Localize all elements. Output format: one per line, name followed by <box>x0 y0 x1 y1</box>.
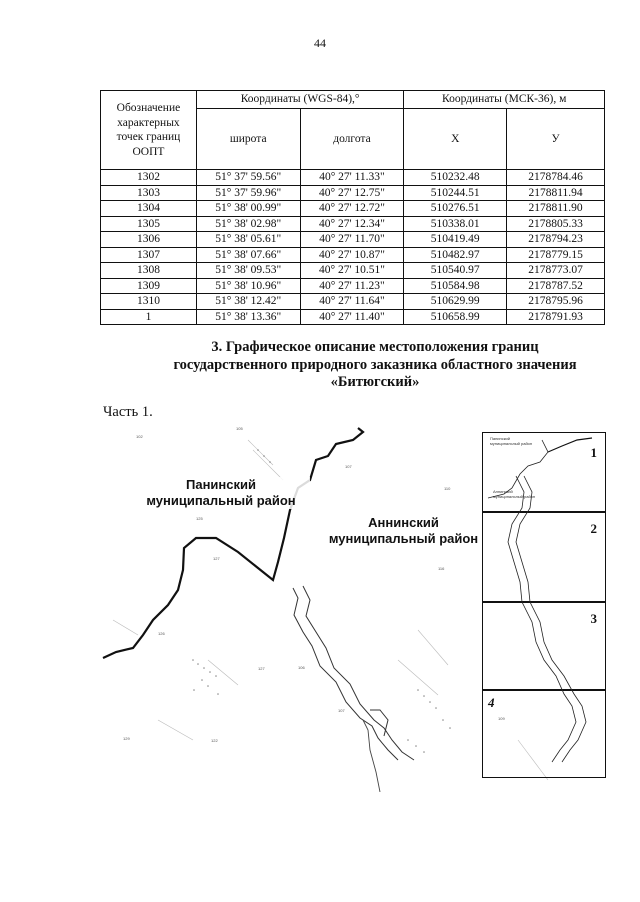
location-map <box>98 420 610 792</box>
table-cell: 2178779.15 <box>507 247 605 263</box>
inset-district-label-top: Панинский муниципальный район <box>490 436 533 446</box>
table-row <box>101 309 605 325</box>
table-cell: 40° 27' 12.72" <box>300 201 404 217</box>
section-title <box>160 339 590 392</box>
table-cell: 1 <box>101 309 197 325</box>
table-row <box>101 278 605 294</box>
inset-cell-number: 2 <box>590 521 597 536</box>
part-label: Часть 1. <box>103 404 153 420</box>
table-cell: 40° 27' 11.70" <box>300 232 404 248</box>
header-wgs84: Координаты (WGS-84),° <box>196 91 403 109</box>
table-cell: 1302 <box>101 170 197 186</box>
table-cell: 510658.99 <box>404 309 507 325</box>
svg-text:116: 116 <box>438 566 445 571</box>
table-cell: 51° 37' 59.96" <box>196 185 300 201</box>
svg-text:127: 127 <box>213 556 220 561</box>
section-title-line-3: «Битюгский» <box>330 374 420 390</box>
svg-text:106: 106 <box>298 665 305 670</box>
table-cell: 51° 38' 02.98" <box>196 216 300 232</box>
svg-text:125: 125 <box>196 516 203 521</box>
table-row <box>101 232 605 248</box>
header-longitude: долгота <box>300 109 404 170</box>
table-cell: 51° 38' 09.53" <box>196 263 300 279</box>
table-row <box>101 170 605 186</box>
reserve-river-outline <box>293 586 414 760</box>
table-cell: 40° 27' 12.75" <box>300 185 404 201</box>
header-msk36: Координаты (МСК-36), м <box>404 91 605 109</box>
header-latitude: широта <box>196 109 300 170</box>
table-row <box>101 185 605 201</box>
table-cell: 40° 27' 11.23" <box>300 278 404 294</box>
svg-text:105: 105 <box>236 426 243 431</box>
header-point-designation: Обозначение характерных точек границ ООПТ <box>101 91 197 170</box>
river-channel <box>363 720 380 792</box>
table-row <box>101 263 605 279</box>
table-row <box>101 216 605 232</box>
table-cell: 2178805.33 <box>507 216 605 232</box>
header-y: У <box>507 109 605 170</box>
table-cell: 40° 27' 10.51" <box>300 263 404 279</box>
table-cell: 51° 38' 12.42" <box>196 294 300 310</box>
table-cell: 1305 <box>101 216 197 232</box>
table-cell: 51° 38' 00.99" <box>196 201 300 217</box>
table-cell: 51° 37' 59.56" <box>196 170 300 186</box>
table-cell: 2178787.52 <box>507 278 605 294</box>
table-cell: 40° 27' 11.40" <box>300 309 404 325</box>
svg-text:109: 109 <box>498 716 505 721</box>
table-header-row <box>101 91 605 109</box>
coordinates-table <box>100 90 605 325</box>
table-cell: 40° 27' 11.33" <box>300 170 404 186</box>
inset-cell-number: 3 <box>590 611 597 626</box>
table-cell: 1303 <box>101 185 197 201</box>
section-title-line-1: 3. Графическое описание местоположения границ <box>211 339 539 355</box>
table-cell: 40° 27' 11.64" <box>300 294 404 310</box>
table-cell: 40° 27' 12.34" <box>300 216 404 232</box>
svg-text:129: 129 <box>123 736 130 741</box>
header-x: Х <box>404 109 507 170</box>
table-cell: 51° 38' 05.61" <box>196 232 300 248</box>
svg-text:107: 107 <box>345 464 352 469</box>
page-number: 44 <box>314 36 326 50</box>
table-cell: 1310 <box>101 294 197 310</box>
table-row <box>101 201 605 217</box>
table-cell: 1309 <box>101 278 197 294</box>
table-body <box>101 170 605 325</box>
table-cell: 510540.97 <box>404 263 507 279</box>
table-row <box>101 247 605 263</box>
svg-text:126: 126 <box>158 631 165 636</box>
svg-text:102: 102 <box>136 434 143 439</box>
svg-text:110: 110 <box>444 486 451 491</box>
inset-cell-number: 4 <box>488 695 495 710</box>
table-cell: 510419.49 <box>404 232 507 248</box>
table-cell: 40° 27' 10.87" <box>300 247 404 263</box>
section-title-line-2: государственного природного заказника областного значения <box>173 356 577 373</box>
svg-text:107: 107 <box>338 708 345 713</box>
table-cell: 1304 <box>101 201 197 217</box>
table-cell: 2178811.90 <box>507 201 605 217</box>
inset-river-outline <box>482 432 606 778</box>
svg-text:127: 127 <box>258 666 265 671</box>
table-cell: 510584.98 <box>404 278 507 294</box>
table-cell: 510482.97 <box>404 247 507 263</box>
table-cell: 1306 <box>101 232 197 248</box>
table-cell: 2178811.94 <box>507 185 605 201</box>
table-cell: 2178794.23 <box>507 232 605 248</box>
svg-text:122: 122 <box>211 738 218 743</box>
table-cell: 2178795.96 <box>507 294 605 310</box>
district-label-anna: Аннинский муниципальный район <box>321 515 486 547</box>
table-row <box>101 294 605 310</box>
table-cell: 2178784.46 <box>507 170 605 186</box>
table-cell: 510276.51 <box>404 201 507 217</box>
district-label-panino: Панинский муниципальный район <box>132 477 310 509</box>
table-cell: 510232.48 <box>404 170 507 186</box>
table-cell: 510244.51 <box>404 185 507 201</box>
inset-district-label-bottom: Аннинский муниципальный район <box>493 489 536 499</box>
inset-sheets <box>482 432 606 778</box>
table-cell: 1308 <box>101 263 197 279</box>
inset-cell-number: 1 <box>590 445 597 460</box>
table-cell: 51° 38' 07.66" <box>196 247 300 263</box>
table-cell: 2178773.07 <box>507 263 605 279</box>
table-cell: 51° 38' 10.96" <box>196 278 300 294</box>
table-cell: 1307 <box>101 247 197 263</box>
table-cell: 2178791.93 <box>507 309 605 325</box>
table-cell: 51° 38' 13.36" <box>196 309 300 325</box>
table-cell: 510629.99 <box>404 294 507 310</box>
table-cell: 510338.01 <box>404 216 507 232</box>
